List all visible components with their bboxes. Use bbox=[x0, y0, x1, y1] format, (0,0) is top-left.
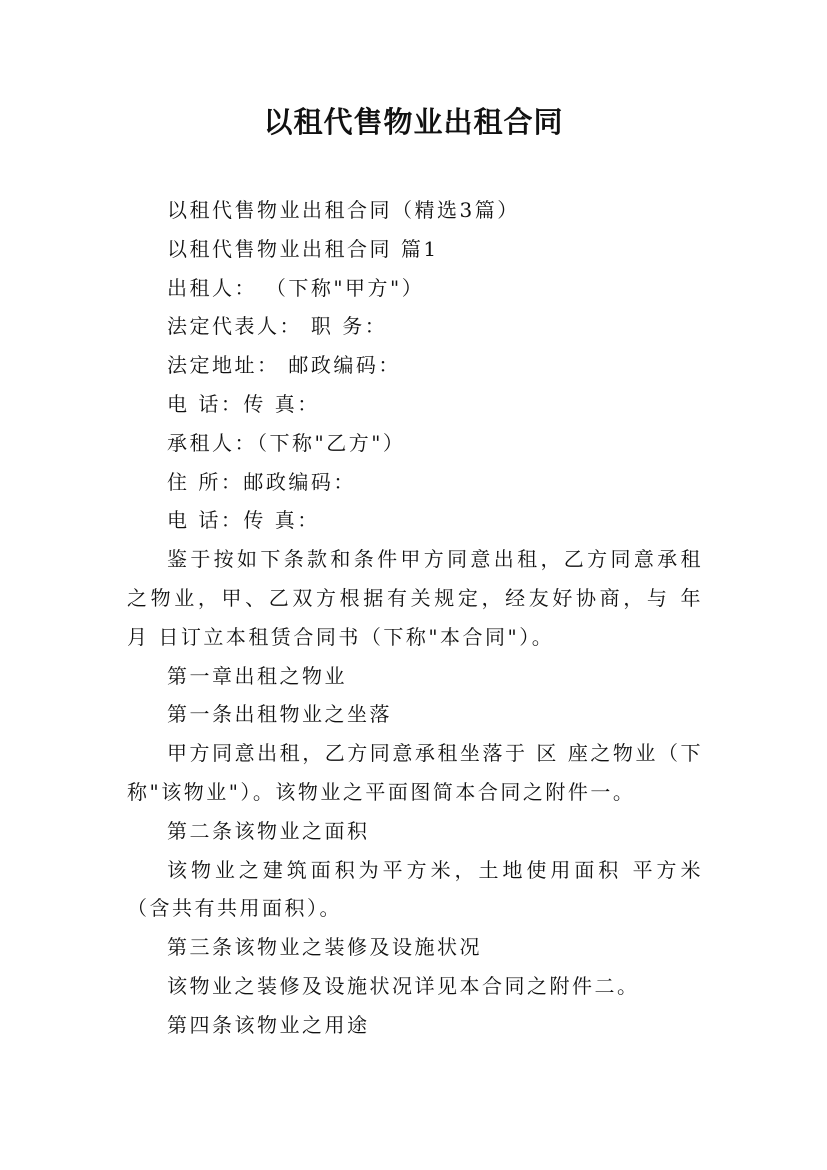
paragraph-article-two-body: 该物业之建筑面积为平方米，土地使用面积 平方米（含共有共用面积）。 bbox=[127, 857, 703, 921]
paragraph-article-one-body: 甲方同意出租，乙方同意承租坐落于 区 座之物业（下称"该物业"）。该物业之平面图简本合同之附件一。 bbox=[127, 741, 703, 804]
paragraph-chapter-one: 第一章出租之物业 bbox=[167, 663, 347, 688]
paragraph-article-one-heading: 第一条出租物业之坐落 bbox=[167, 702, 392, 727]
paragraph-lessor: 出租人： （下称"甲方"） bbox=[167, 275, 425, 300]
paragraph-article-two-heading: 第二条该物业之面积 bbox=[167, 818, 370, 843]
paragraph-article-four-heading: 第四条该物业之用途 bbox=[167, 1012, 370, 1037]
document-body bbox=[127, 191, 703, 1045]
paragraph-lessor-phone: 电 话：传 真： bbox=[167, 391, 320, 416]
paragraph-legal-representative: 法定代表人： 职 务： bbox=[167, 314, 388, 339]
document-title: 以租代售物业出租合同 bbox=[263, 105, 564, 139]
paragraph-section-heading: 以租代售物业出租合同 篇1 bbox=[167, 236, 439, 261]
paragraph-lessee: 承租人：（下称"乙方"） bbox=[167, 430, 406, 455]
paragraph-lessee-phone: 电 话：传 真： bbox=[167, 508, 320, 533]
paragraph-subtitle: 以租代售物业出租合同（精选3篇） bbox=[167, 198, 520, 222]
paragraph-legal-address: 法定地址： 邮政编码： bbox=[167, 353, 401, 378]
paragraph-article-three-heading: 第三条该物业之装修及设施状况 bbox=[167, 935, 482, 960]
paragraph-article-three-body: 该物业之装修及设施状况详见本合同之附件二。 bbox=[167, 973, 640, 998]
paragraph-lessee-address: 住 所：邮政编码： bbox=[167, 469, 356, 494]
paragraph-preamble: 鉴于按如下条款和条件甲方同意出租，乙方同意承租之物业，甲、乙双方根据有关规定，经友好协商，与 年 月 日订立本租赁合同书（下称"本合同"）。 bbox=[127, 547, 703, 649]
